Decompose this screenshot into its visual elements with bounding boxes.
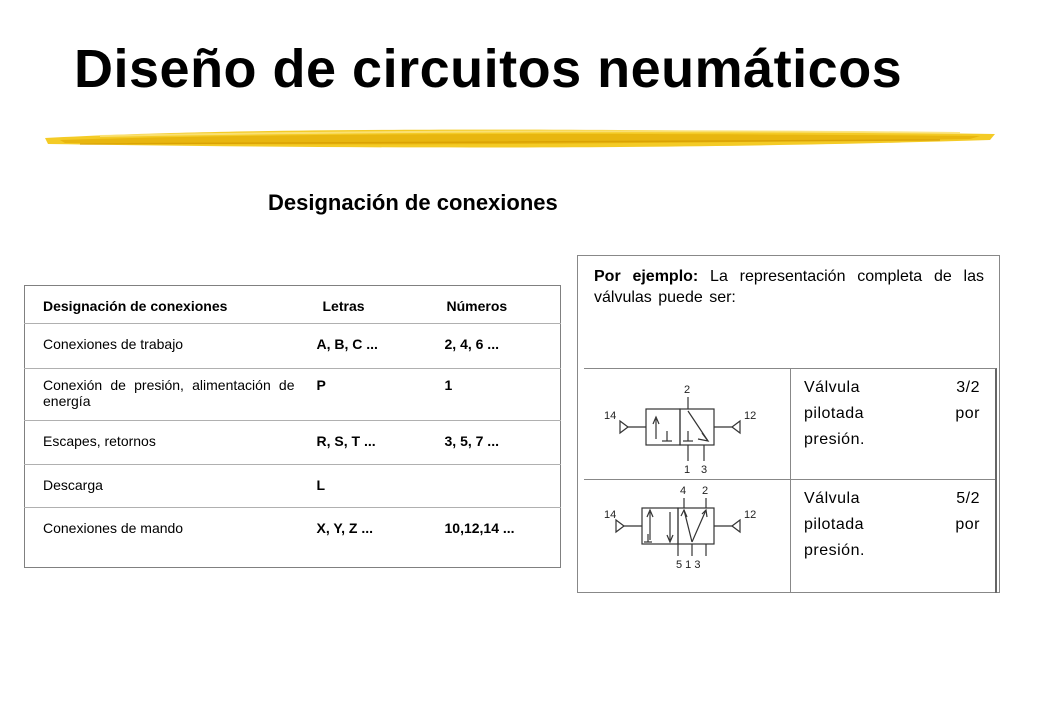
connection-letters: A, B, C ...: [305, 324, 433, 369]
connection-numbers: [433, 464, 561, 507]
port-label: 2: [684, 384, 691, 396]
port-label: 14: [604, 410, 617, 422]
desc-word: presión.: [804, 542, 865, 559]
desc-word: Válvula: [804, 379, 860, 396]
column-header: Letras: [322, 298, 365, 314]
connection-numbers: 2, 4, 6 ...: [433, 324, 561, 369]
desc-word: presión.: [804, 431, 865, 448]
connection-name: Conexiones de trabajo: [25, 324, 305, 369]
connection-numbers: 3, 5, 7 ...: [433, 421, 561, 464]
connection-letters: R, S, T ...: [305, 421, 433, 464]
valve-row: [584, 480, 995, 593]
valve-3-2-symbol: [584, 369, 791, 479]
example-text: [594, 266, 984, 308]
valve-example-box: [577, 255, 1000, 593]
desc-word: por: [955, 405, 980, 422]
desc-word: Válvula: [804, 490, 860, 507]
desc-word: pilotada: [804, 405, 865, 422]
page-title: Diseño de circuitos neumáticos: [74, 39, 903, 99]
valve-5-2-description: [804, 486, 980, 564]
port-label: 14: [604, 509, 617, 521]
table-header-row: [25, 286, 561, 324]
table-row: [25, 369, 561, 421]
table-row: [25, 421, 561, 464]
port-label: 3: [701, 464, 708, 476]
valve-table: [584, 368, 997, 593]
example-body: La representación completa de las válvulas puede ser:: [594, 268, 985, 306]
connection-name: Descarga: [25, 464, 305, 507]
connection-name: Conexión de presión, alimentación de energía: [25, 369, 305, 421]
example-lead: Por ejemplo:: [594, 268, 699, 285]
port-label: 2: [702, 485, 709, 497]
table-row: [25, 507, 561, 567]
port-label: 5 1 3: [676, 559, 701, 571]
connection-numbers: 1: [433, 369, 561, 421]
port-label: 12: [744, 509, 757, 521]
valve-row: [584, 369, 995, 480]
port-label: 12: [744, 410, 757, 422]
port-label: 1: [684, 464, 691, 476]
column-header: Números: [446, 298, 508, 314]
connection-letters: X, Y, Z ...: [305, 507, 433, 567]
valve-5-2-symbol: [584, 480, 791, 593]
connection-letters: P: [305, 369, 433, 421]
column-header: Designación de conexiones: [43, 298, 228, 314]
connection-name: Conexiones de mando: [25, 507, 305, 567]
section-subtitle: Designación de conexiones: [268, 190, 558, 215]
connections-table: [24, 285, 561, 568]
desc-word: pilotada: [804, 516, 865, 533]
desc-word: 3/2: [956, 379, 980, 396]
table-row: [25, 324, 561, 369]
port-label: 4: [680, 485, 687, 497]
desc-word: 5/2: [956, 490, 980, 507]
connection-letters: L: [305, 464, 433, 507]
connection-name: Escapes, retornos: [25, 421, 305, 464]
connection-numbers: 10,12,14 ...: [433, 507, 561, 567]
yellow-brush-stroke: [40, 120, 1000, 160]
valve-3-2-description: [804, 375, 980, 453]
table-row: [25, 464, 561, 507]
desc-word: por: [955, 516, 980, 533]
